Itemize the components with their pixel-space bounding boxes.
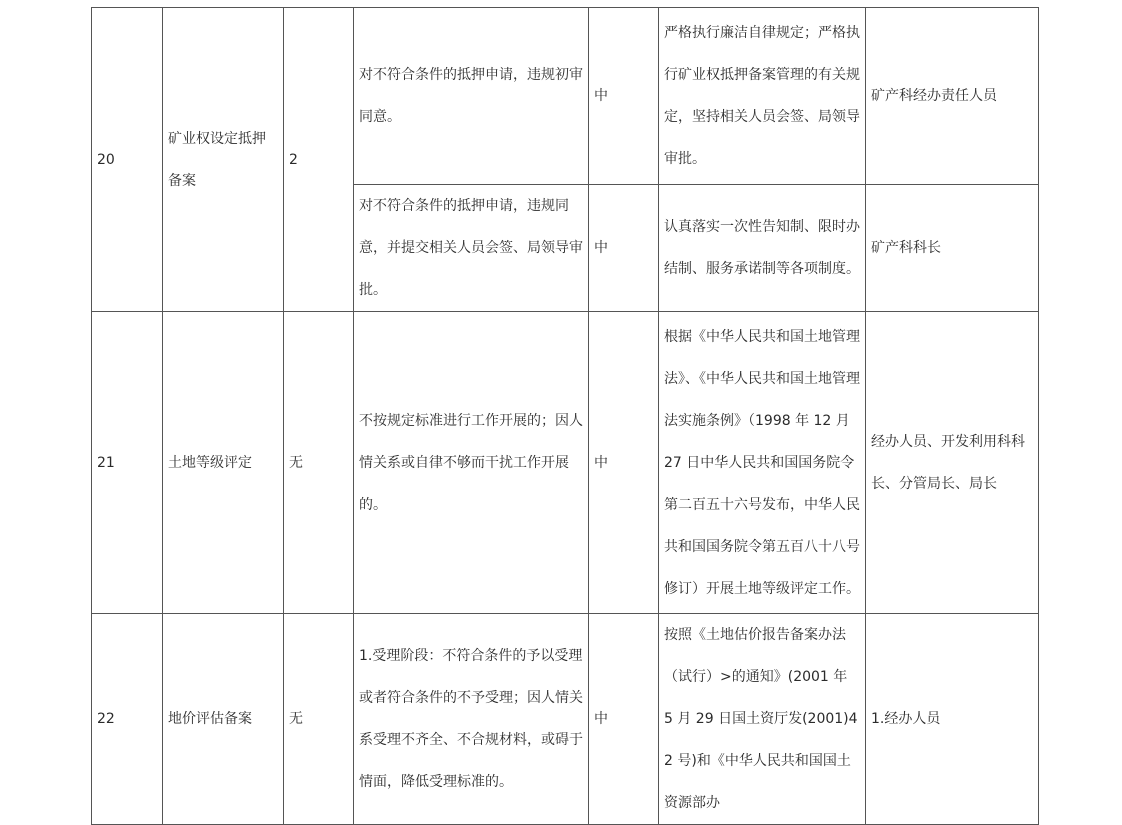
responsible-person: 矿产科科长 [866, 185, 1039, 312]
responsible-person: 矿产科经办责任人员 [866, 8, 1039, 185]
item-name: 地价评估备案 [163, 614, 284, 825]
risk-level: 中 [589, 8, 659, 185]
prevention-measure: 按照《土地估价报告备案办法（试行）>的通知》(2001 年 5 月 29 日国土资厅发(2001)42 号)和《中华人民共和国国土资源部办 [659, 614, 866, 825]
prevention-measure: 认真落实一次性告知制、限时办结制、服务承诺制等各项制度。 [659, 185, 866, 312]
risk-level: 中 [589, 614, 659, 825]
risk-level: 中 [589, 185, 659, 312]
item-name: 土地等级评定 [163, 312, 284, 614]
risk-description: 对不符合条件的抵押申请，违规同意，并提交相关人员会签、局领导审批。 [354, 185, 589, 312]
risk-description: 不按规定标准进行工作开展的；因人情关系或自律不够而干扰工作开展的。 [354, 312, 589, 614]
table-row [92, 8, 1039, 185]
responsible-person: 1.经办人员 [866, 614, 1039, 825]
risk-level: 中 [589, 312, 659, 614]
risk-description: 对不符合条件的抵押申请，违规初审同意。 [354, 8, 589, 185]
risk-table [91, 7, 1039, 825]
item-count: 无 [284, 614, 354, 825]
responsible-person: 经办人员、开发利用科科长、分管局长、局长 [866, 312, 1039, 614]
item-name: 矿业权设定抵押备案 [163, 8, 284, 312]
row-number: 20 [92, 8, 163, 312]
row-number: 22 [92, 614, 163, 825]
item-count: 无 [284, 312, 354, 614]
table-row [92, 312, 1039, 614]
prevention-measure: 根据《中华人民共和国土地管理法》、《中华人民共和国土地管理法实施条例》（1998 年 12 月 27 日中华人民共和国国务院令第二百五十六号发布，中华人民共和国国务院令第五百八十八号修订）开展土地等级评定工作。 [659, 312, 866, 614]
risk-description: 1.受理阶段：不符合条件的予以受理或者符合条件的不予受理；因人情关系受理不齐全、不合规材料，或碍于情面，降低受理标准的。 [354, 614, 589, 825]
item-count: 2 [284, 8, 354, 312]
row-number: 21 [92, 312, 163, 614]
prevention-measure: 严格执行廉洁自律规定；严格执行矿业权抵押备案管理的有关规定，坚持相关人员会签、局领导审批。 [659, 8, 866, 185]
